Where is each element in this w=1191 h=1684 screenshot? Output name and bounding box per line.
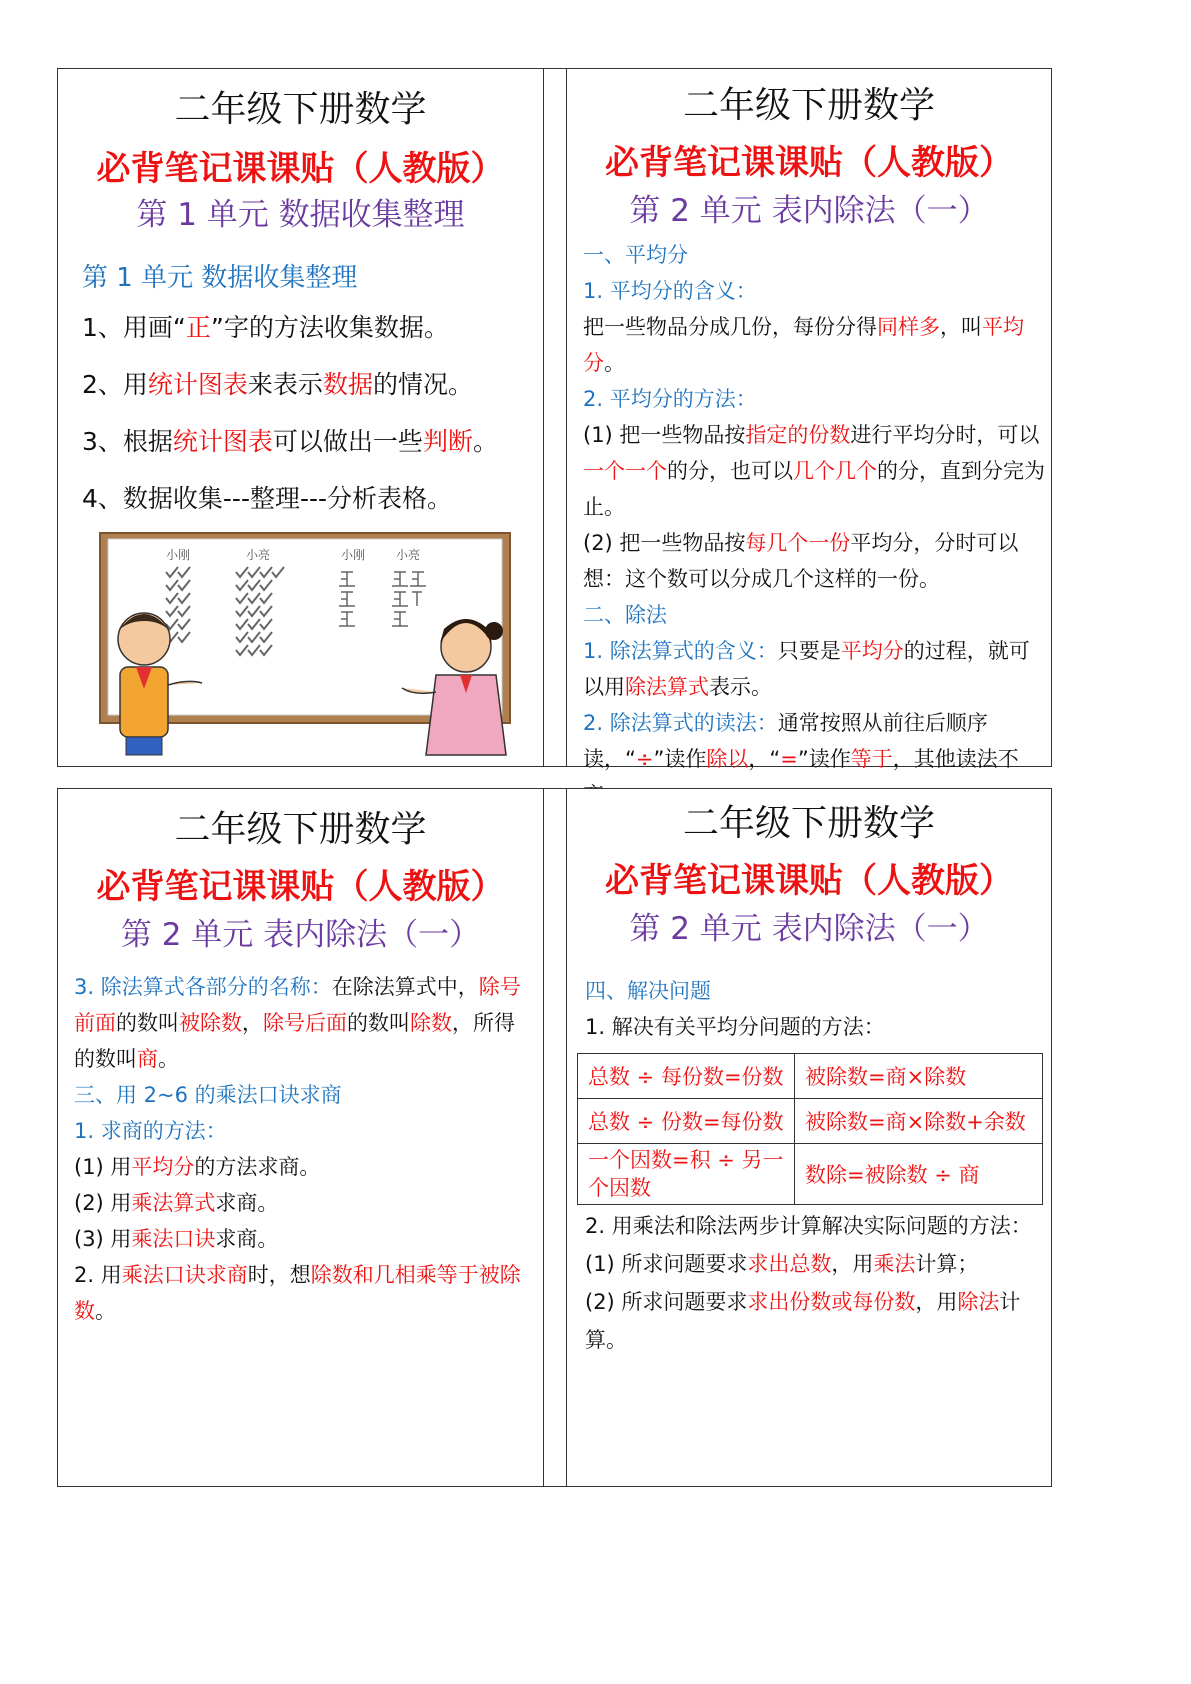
unit-heading: 第 2 单元 表内除法（一） [629,193,989,229]
paragraph: 2. 除法算式的读法：通常按照从前往后顺序读，“÷”读作除以，“=”读作等于，其他读法不 [583,711,1019,771]
bottom-card [57,788,1052,1487]
list-item: 4、数据收集---整理---分析表格。 [82,484,453,513]
paragraph: (2) 所求问题要求求出份数或每份数，用除法计算。 [585,1290,1021,1352]
tally-board-illustration [96,527,516,757]
table-cell: 一个因数=积 ÷ 另一个因数 [578,1144,795,1205]
table-cell: 被除数=商×除数 [795,1054,1043,1099]
note-body [583,237,1045,813]
page-subtitle: 必背笔记课课贴（人教版） [605,143,1013,183]
subsection-heading: 1. 求商的方法： [74,1119,227,1143]
center-gutter [543,69,567,766]
list-item: 1、用画“正”字的方法收集数据。 [82,313,449,342]
page-title: 二年级下册数学 [174,89,427,130]
note-list [82,299,532,527]
paragraph: (1) 把一些物品按指定的份数进行平均分时，可以一个一个的分，也可以几个几个的分，直到分完为止。 [583,423,1045,519]
table-cell: 总数 ÷ 份数=每份数 [578,1099,795,1144]
board-header: 小刚 [166,548,191,562]
page-title: 二年级下册数学 [682,85,935,126]
unit-heading: 第 2 单元 表内除法（一） [629,911,989,947]
table-cell: 总数 ÷ 每份数=份数 [578,1054,795,1099]
page-title: 二年级下册数学 [174,809,427,850]
board-header: 小刚 [341,548,366,562]
paragraph: (2) 把一些物品按每几个一份平均分，分时可以想：这个数可以分成几个这样的一份。 [583,531,1019,591]
table-row [578,1054,1043,1099]
paragraph: 2. 用乘法和除法两步计算解决实际问题的方法： [585,1214,1032,1238]
page-title: 二年级下册数学 [682,803,935,844]
section-heading: 三、用 2~6 的乘法口诀求商 [74,1083,342,1107]
subsection-heading: 1. 平均分的含义： [583,279,757,303]
list-item: 3、根据统计图表可以做出一些判断。 [82,427,498,456]
table-cell: 数除=被除数 ÷ 商 [795,1144,1043,1205]
paragraph: 2. 用乘法口诀求商时，想除数和几相乘等于被除数。 [74,1263,521,1323]
list-item: 2、用统计图表来表示数据的情况。 [82,370,473,399]
board-header: 小亮 [396,548,421,562]
paragraph: 3. 除法算式各部分的名称：在除法算式中，除号前面的数叫被除数，除号后面的数叫除数，所得的数叫商。 [74,975,521,1071]
note-body [585,973,1041,1045]
subsection-heading: 1. 解决有关平均分问题的方法： [585,1015,885,1039]
list-item: (1) 用平均分的方法求商。 [74,1155,321,1179]
unit-heading: 第 1 单元 数据收集整理 [136,197,465,233]
list-item: (3) 用乘法口诀求商。 [74,1227,279,1251]
center-gutter [543,789,567,1486]
board-header: 小亮 [246,548,271,562]
panel-unit2-a [567,69,1051,771]
page-subtitle: 必背笔记课课贴（人教版） [605,861,1013,901]
panel-unit2-c [567,789,1051,1486]
panel-unit2-b [58,789,543,1486]
subsection-heading: 2. 平均分的方法： [583,387,757,411]
unit-heading: 第 2 单元 表内除法（一） [120,917,481,953]
page-subtitle: 必背笔记课课贴（人教版） [96,867,505,907]
top-card [57,68,1052,771]
paragraph: 把一些物品分成几份，每份分得同样多，叫平均分。 [583,315,1024,375]
section-heading: 二、除法 [583,603,667,627]
note-body [585,1207,1041,1359]
paragraph: 1. 除法算式的含义：只要是平均分的过程，就可以用除法算式表示。 [583,639,1030,699]
section-heading: 第 1 单元 数据收集整理 [82,263,358,293]
panel-unit1 [58,69,543,766]
page-subtitle: 必背笔记课课贴（人教版） [96,149,505,189]
paragraph: (1) 所求问题要求求出总数，用乘法计算； [585,1252,979,1276]
table-cell: 被除数=商×除数+余数 [795,1099,1043,1144]
list-item: (2) 用乘法算式求商。 [74,1191,279,1215]
section-heading: 一、平均分 [583,243,688,267]
note-body [74,969,534,1329]
methods-table [577,1053,1043,1205]
table-row [578,1099,1043,1144]
table-row [578,1144,1043,1205]
section-heading: 四、解决问题 [585,979,711,1003]
